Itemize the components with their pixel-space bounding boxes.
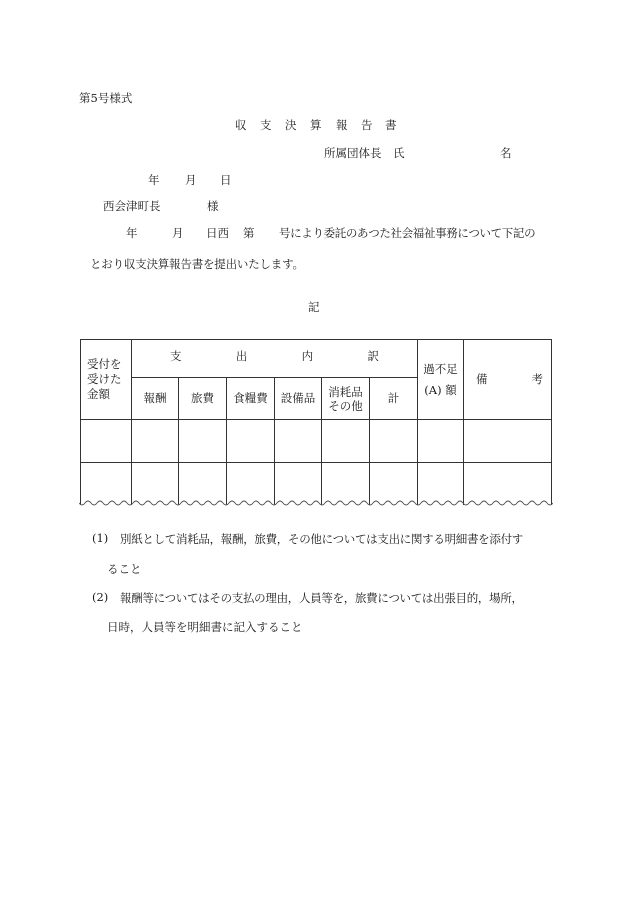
expense-breakdown-header: 支 出 内 訳: [132, 340, 418, 378]
column-food: 食糧費: [227, 378, 275, 420]
note-2-text-cont: 日時，人員等を明細書に記入すること: [107, 620, 303, 634]
body-number-label: 第: [243, 226, 255, 240]
table-cell: [81, 420, 132, 463]
form-label: 第5号様式: [79, 91, 133, 105]
received-amount-header: 受付を 受けた 金額: [81, 340, 132, 420]
note-1-number: (1): [92, 531, 109, 545]
remarks-header: 備 考: [464, 340, 552, 420]
settlement-table: [80, 339, 552, 505]
table-cell: [322, 420, 370, 463]
body-year: 年: [126, 226, 138, 240]
ki-heading: 記: [308, 300, 320, 314]
body-month: 月: [172, 226, 184, 240]
date-month: 月: [185, 173, 197, 187]
title-char: 告: [361, 118, 373, 132]
title-char: 書: [385, 118, 397, 132]
column-remuneration: 報酬: [132, 378, 179, 420]
wavy-cut-line: [79, 499, 553, 509]
table-cell: [179, 420, 227, 463]
body-text: 号により委託のあつた社会福祉事務について下記の: [279, 226, 536, 240]
title-char: 報: [336, 118, 348, 132]
table-cell: [227, 420, 275, 463]
column-consumables: 消耗品 その他: [322, 378, 370, 420]
table-cell: [275, 420, 322, 463]
shortfall-header: 過不足 (A) 額: [418, 340, 464, 420]
note-1-text: 別紙として消耗品，報酬，旅費，その他については支出に関する明細書を添付す: [120, 532, 523, 546]
title-char: 決: [285, 118, 297, 132]
addressee-honorific: 様: [207, 199, 219, 213]
title-char: 収: [235, 118, 247, 132]
signature-suffix: 名: [500, 146, 512, 160]
note-1-text-cont: ること: [107, 562, 142, 576]
note-2-text: 報酬等についてはその支払の理由，人員等を，旅費については出張目的，場所，: [120, 591, 523, 605]
table-cell: [132, 420, 179, 463]
addressee-name: 西会津町長: [103, 199, 161, 213]
title-char: 算: [310, 118, 322, 132]
table-cell: [464, 420, 552, 463]
signature-label: 所属団体長 氏: [324, 146, 405, 160]
date-day: 日: [220, 173, 232, 187]
title-char: 支: [260, 118, 272, 132]
column-travel: 旅費: [179, 378, 227, 420]
body-text-line2: とおり収支決算報告書を提出いたします。: [90, 257, 304, 271]
column-equipment: 設備品: [275, 378, 322, 420]
table-cell: [418, 420, 464, 463]
column-total: 計: [370, 378, 418, 420]
date-year: 年: [148, 173, 160, 187]
note-2-number: (2): [92, 590, 109, 604]
body-day-era: 日西: [206, 226, 229, 240]
table-cell: [370, 420, 418, 463]
